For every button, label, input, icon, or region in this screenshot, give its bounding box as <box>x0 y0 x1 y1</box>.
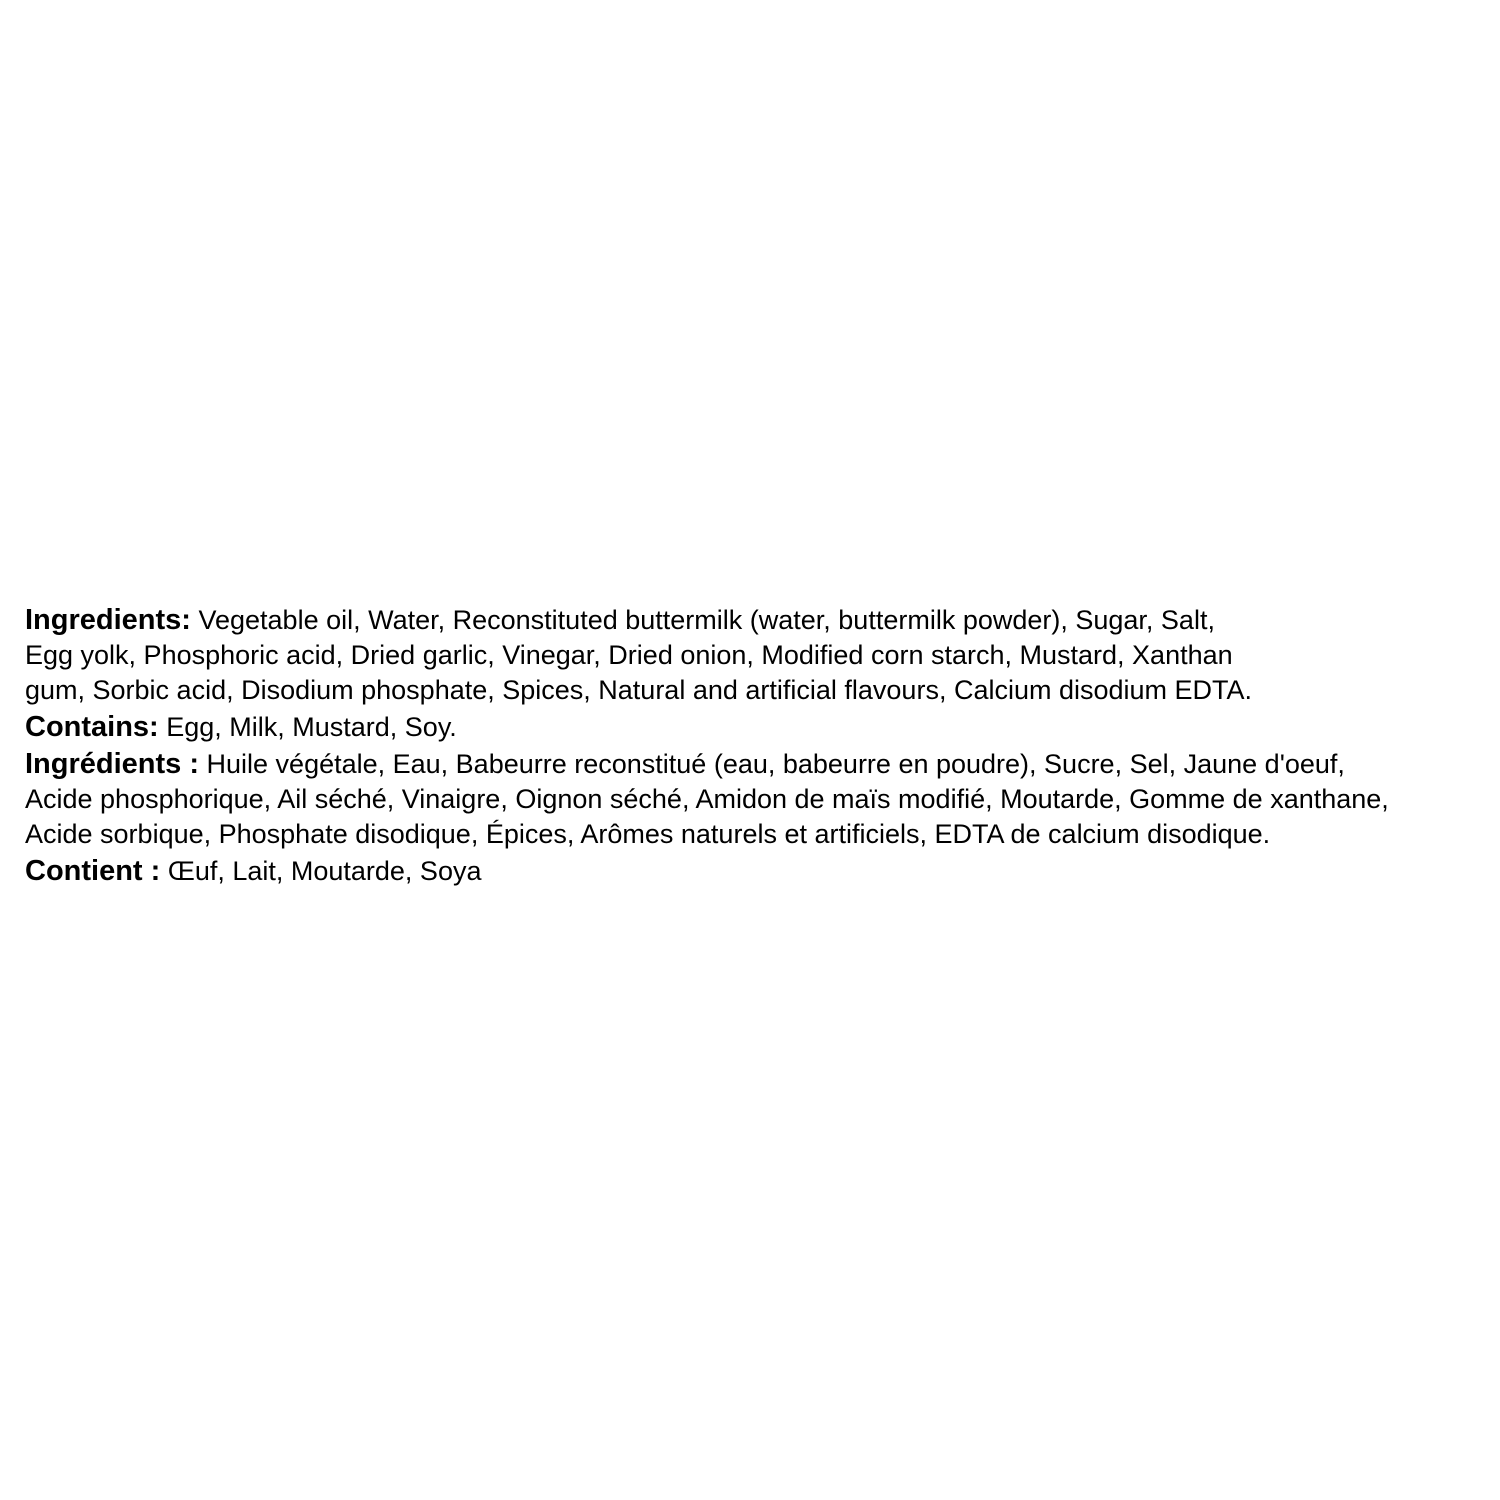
ingredients-en-text: Vegetable oil, Water, Reconstituted buttermilk (water, buttermilk powder), Sugar, Salt, <box>190 605 1215 635</box>
contains-fr-heading: Contient : <box>25 855 161 887</box>
ingredients-en <box>25 603 1485 708</box>
ingredients-en-line-3: gum, Sorbic acid, Disodium phosphate, Spices, Natural and artificial flavours, Calcium disodium EDTA. <box>25 675 1253 705</box>
ingredients-fr-heading: Ingrédients : <box>25 748 200 780</box>
ingredients-fr-line-2: Acide phosphorique, Ail séché, Vinaigre, Oignon séché, Amidon de maïs modifié, Moutarde, Gomme de xanthane, <box>25 784 1389 814</box>
ingredients-en-heading: Ingredients: <box>25 604 191 636</box>
ingredients-fr-text: Huile végétale, Eau, Babeurre reconstitué (eau, babeurre en poudre), Sucre, Sel, Jaune d'oeuf, <box>199 749 1345 779</box>
ingredients-en-line-1 <box>25 603 1485 638</box>
ingredients-fr-line-3: Acide sorbique, Phosphate disodique, Épices, Arômes naturels et artificiels, EDTA de calcium disodique. <box>25 819 1271 849</box>
contains-fr-line <box>25 854 1485 889</box>
ingredient-label <box>25 603 1485 891</box>
contains-fr <box>25 854 1485 889</box>
contains-en-line <box>25 710 1485 745</box>
contains-en <box>25 710 1485 745</box>
contains-en-text: Egg, Milk, Mustard, Soy. <box>158 712 457 742</box>
contains-fr-text: Œuf, Lait, Moutarde, Soya <box>160 856 482 886</box>
ingredients-fr <box>25 747 1485 852</box>
ingredients-en-line-2: Egg yolk, Phosphoric acid, Dried garlic, Vinegar, Dried onion, Modified corn starch, Mustard, Xanthan <box>25 640 1233 670</box>
contains-en-heading: Contains: <box>25 711 159 743</box>
ingredients-fr-line-1 <box>25 747 1485 782</box>
